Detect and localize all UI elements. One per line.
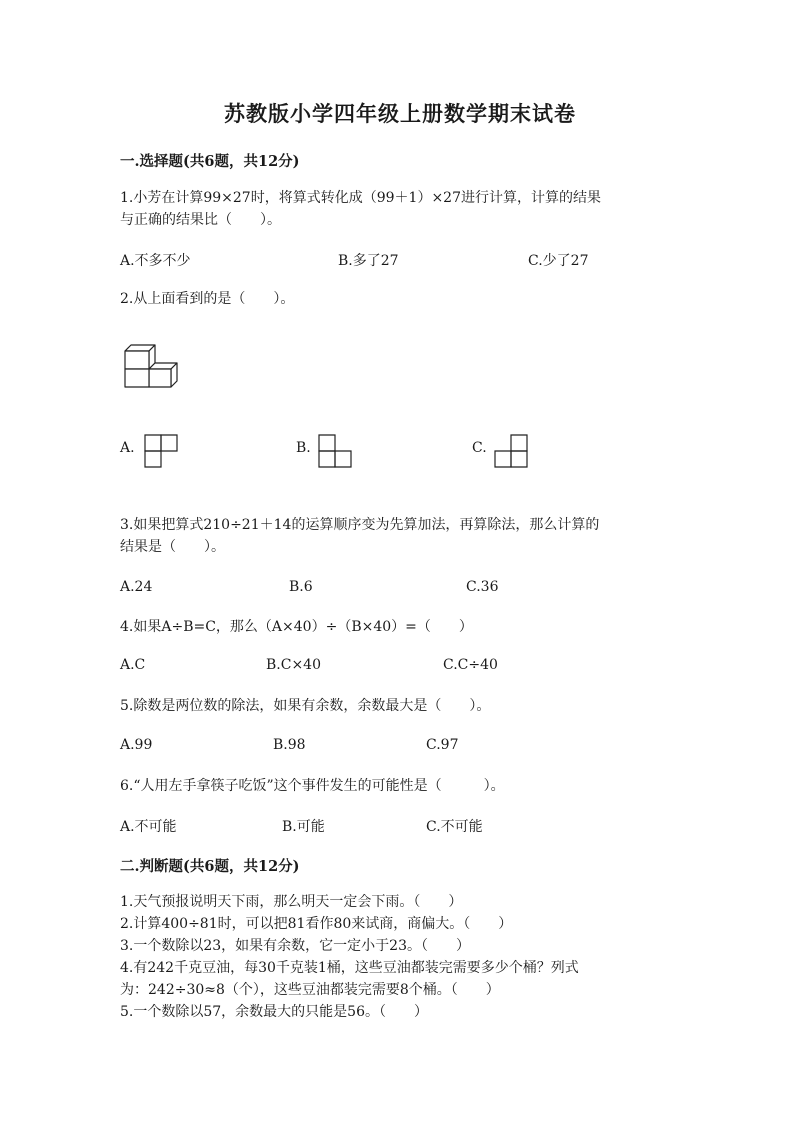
option-a-shape-icon xyxy=(144,434,180,470)
judgement-item-2: 2.计算400÷81时，可以把81看作80来试商，商偏大。（ ） xyxy=(120,916,513,932)
cube-stack-figure xyxy=(120,342,182,388)
page-title: 苏教版小学四年级上册数学期末试卷 xyxy=(224,101,576,126)
option-c-shape-icon xyxy=(494,434,530,470)
judgement-item-3: 3.一个数除以23，如果有余数，它一定小于23。（ ） xyxy=(120,938,470,954)
section-heading-choice: 一.选择题(共6题，共12分) xyxy=(120,153,300,170)
judgement-item-1: 1.天气预报说明天下雨，那么明天一定会下雨。（ ） xyxy=(120,894,463,910)
question-4-option-a: A.C xyxy=(120,657,146,673)
question-3-line-1: 3.如果把算式210÷21＋14的运算顺序变为先算加法，再算除法，那么计算的 xyxy=(120,517,600,533)
question-2-option-c-label: C. xyxy=(472,440,487,456)
question-4-option-b: B.C×40 xyxy=(266,657,321,673)
section-heading-judgement: 二.判断题(共6题，共12分) xyxy=(120,858,300,875)
question-3-line-2: 结果是（ ）。 xyxy=(120,539,225,555)
question-1-option-c: C.少了27 xyxy=(528,253,589,269)
question-5-text: 5.除数是两位数的除法，如果有余数，余数最大是（ ）。 xyxy=(120,698,491,714)
question-6-option-c: C.不可能 xyxy=(426,819,483,835)
question-3-option-c: C.36 xyxy=(466,579,499,595)
judgement-item-5: 5.一个数除以57，余数最大的只能是56。（ ） xyxy=(120,1004,428,1020)
question-3-option-a: A.24 xyxy=(120,579,153,595)
question-2-option-b-label: B. xyxy=(296,440,311,456)
question-6-text: 6.“人用左手拿筷子吃饭”这个事件发生的可能性是（ ）。 xyxy=(120,778,505,794)
question-6-option-b: B.可能 xyxy=(282,819,325,835)
question-1-line-1: 1.小芳在计算99×27时，将算式转化成（99＋1）×27进行计算，计算的结果 xyxy=(120,190,601,206)
judgement-item-4-line-1: 4.有242千克豆油，每30千克装1桶，这些豆油都装完需要多少个桶？列式 xyxy=(120,960,579,976)
question-4-option-c: C.C÷40 xyxy=(443,657,498,673)
question-2-option-a-label: A. xyxy=(120,440,135,456)
question-4-text: 4.如果A÷B=C，那么（A×40）÷（B×40）=（ ） xyxy=(120,619,473,635)
question-5-option-a: A.99 xyxy=(120,737,153,753)
question-3-option-b: B.6 xyxy=(289,579,313,595)
judgement-item-4-line-2: 为：242÷30≈8（个），这些豆油都装完需要8个桶。（ ） xyxy=(120,982,500,998)
question-2-text: 2.从上面看到的是（ ）。 xyxy=(120,291,295,307)
question-5-option-b: B.98 xyxy=(273,737,306,753)
option-b-shape-icon xyxy=(318,434,354,470)
question-1-option-a: A.不多不少 xyxy=(120,253,191,269)
question-6-option-a: A.不可能 xyxy=(120,819,177,835)
question-1-option-b: B.多了27 xyxy=(338,253,399,269)
question-5-option-c: C.97 xyxy=(426,737,459,753)
question-1-line-2: 与正确的结果比（ ）。 xyxy=(120,212,281,228)
